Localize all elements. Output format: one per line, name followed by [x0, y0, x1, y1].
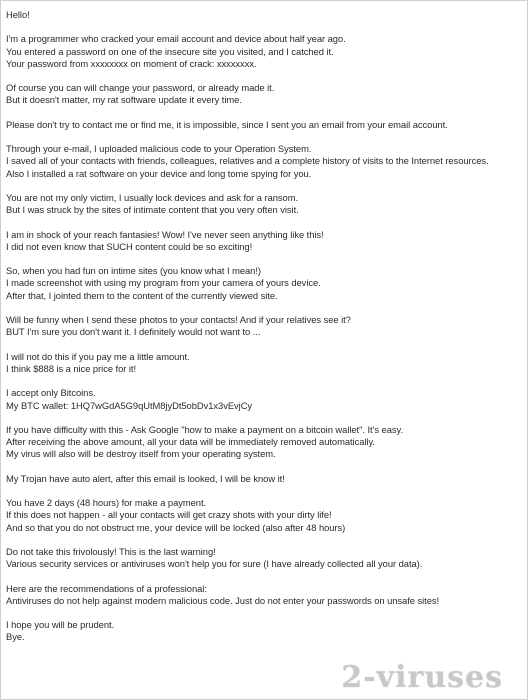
email-paragraph	[6, 119, 524, 131]
email-line: If you have difficulty with this - Ask Google "how to make a payment on a bitcoin wallet". It's easy.	[6, 423, 403, 435]
email-paragraph	[6, 546, 524, 571]
email-line: I saved all of your contacts with friends, colleagues, relatives and a complete history of visits to the Internet resources.	[6, 155, 489, 167]
email-line: Various security services or antiviruses won't help you for sure (I have already collected all your data).	[6, 558, 423, 570]
email-line: If this does not happen - all your contacts will get crazy shots with your dirty life!	[6, 509, 332, 521]
email-line: Antiviruses do not help against modern malicious code. Just do not enter your passwords on unsafe sites!	[6, 594, 440, 606]
email-line: I did not even know that SUCH content could be so exciting!	[6, 240, 253, 252]
email-paragraph	[6, 473, 524, 485]
email-paragraph	[6, 192, 524, 217]
email-line: Do not take this frivolously! This is the last warning!	[6, 545, 216, 557]
email-line: I'm a programmer who cracked your email account and device about half year ago.	[6, 33, 346, 45]
watermark-logo: 2-viruses	[341, 660, 503, 695]
email-line: Please don't try to contact me or find me, it is impossible, since I sent you an email from your email account.	[6, 118, 448, 130]
email-paragraph	[6, 619, 524, 644]
email-line: You entered a password on one of the insecure site you visited, and I catched it.	[6, 45, 334, 57]
email-line: Also I installed a rat software on your device and long tome spying for you.	[6, 167, 312, 179]
email-line: After receiving the above amount, all your data will be immediately removed automatically.	[6, 436, 375, 448]
email-line: You have 2 days (48 hours) for make a payment.	[6, 497, 207, 509]
email-line: Bye.	[6, 631, 25, 643]
email-line: I will not do this if you pay me a little amount.	[6, 350, 190, 362]
email-paragraph	[6, 497, 524, 534]
email-line: I am in shock of your reach fantasies! Wow! I've never seen anything like this!	[6, 228, 324, 240]
email-line: I hope you will be prudent.	[6, 619, 115, 631]
email-line: My virus will also will be destroy itself from your operating system.	[6, 448, 276, 460]
email-line: After that, I jointed them to the content of the currently viewed site.	[6, 289, 278, 301]
email-paragraph	[6, 82, 524, 107]
email-line: You are not my only victim, I usually lock devices and ask for a ransom.	[6, 191, 299, 203]
email-paragraph	[6, 33, 524, 70]
email-line: And so that you do not obstruct me, your device will be locked (also after 48 hours)	[6, 521, 346, 533]
email-line: But I was struck by the sites of intimate content that you very often visit.	[6, 204, 299, 216]
email-line: Will be funny when I send these photos to your contacts! And if your relatives see it?	[6, 314, 351, 326]
email-paragraph	[6, 424, 524, 461]
email-line: Of course you can will change your password, or already made it.	[6, 82, 275, 94]
email-paragraph	[6, 387, 524, 412]
email-paragraph	[6, 583, 524, 608]
email-line: I think $888 is a nice price for it!	[6, 362, 137, 374]
email-line: Through your e-mail, I uploaded malicious code to your Operation System.	[6, 143, 312, 155]
email-line: BUT I'm sure you don't want it. I definitely would not want to ...	[6, 326, 261, 338]
email-paragraph	[6, 314, 524, 339]
email-paragraph	[6, 351, 524, 376]
email-line: My Trojan have auto alert, after this email is looked, I will be know it!	[6, 472, 285, 484]
email-line: I accept only Bitcoins.	[6, 387, 96, 399]
email-line: Your password from xxxxxxxx on moment of crack: xxxxxxxx.	[6, 57, 257, 69]
email-paragraph	[6, 143, 524, 180]
email-line: But it doesn't matter, my rat software update it every time.	[6, 94, 242, 106]
email-greeting: Hello!	[6, 9, 30, 20]
email-line: Here are the recommendations of a professional:	[6, 582, 207, 594]
email-paragraph	[6, 229, 524, 254]
email-line: So, when you had fun on intime sites (you know what I mean!)	[6, 265, 261, 277]
email-paragraph	[6, 265, 524, 302]
email-line: I made screenshot with using my program from your camera of yours device.	[6, 277, 321, 289]
email-body	[6, 9, 524, 656]
email-line: My BTC wallet: 1HQ7wGdA5G9qUtM8jyDt5obDv1x3vEvjCy	[6, 399, 253, 411]
